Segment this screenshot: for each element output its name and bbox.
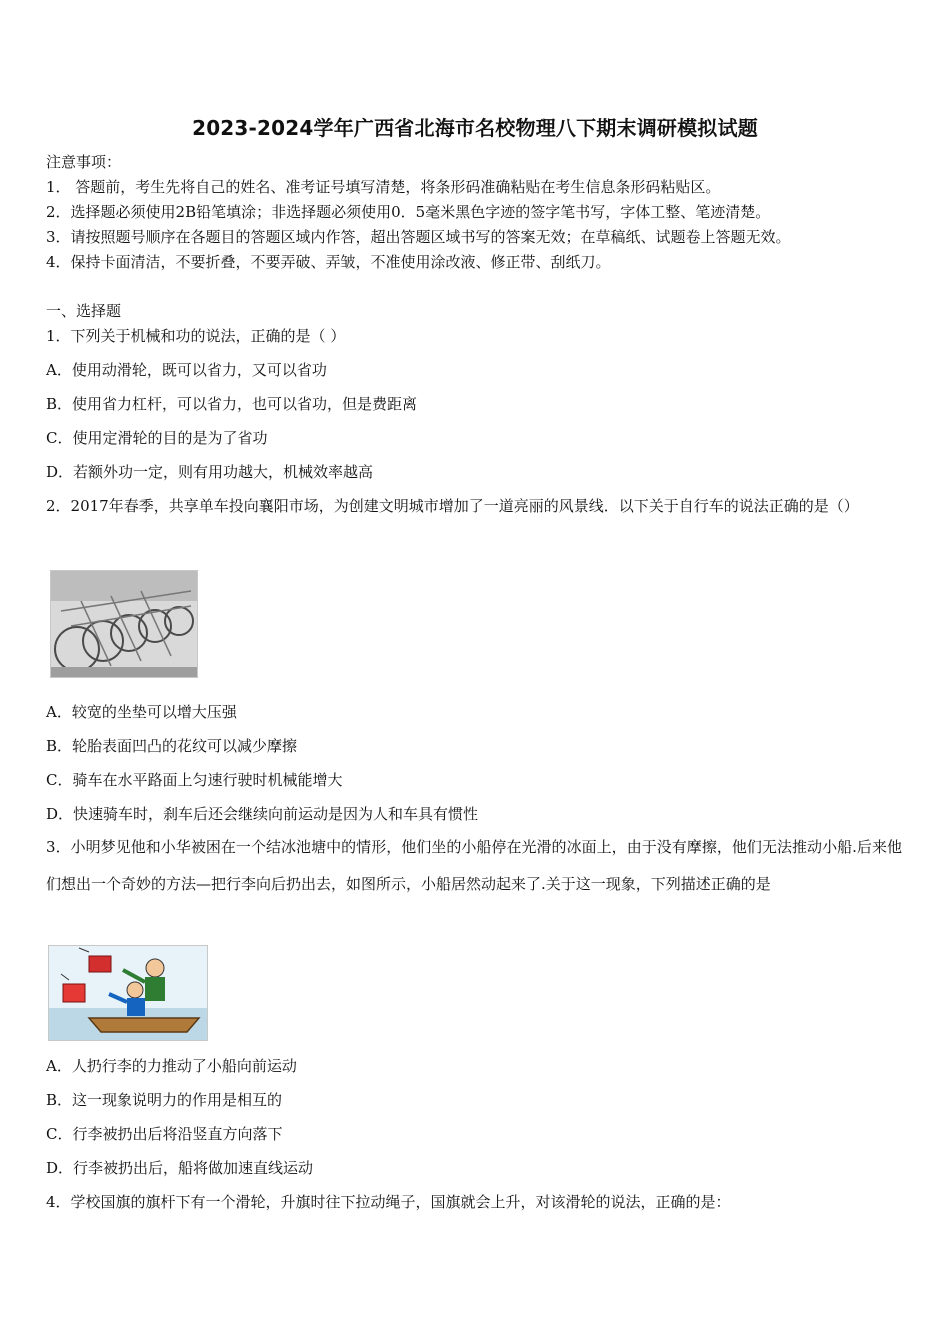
question-2-option-c: C．骑车在水平路面上匀速行驶时机械能增大	[46, 771, 343, 789]
question-1-stem: 1．下列关于机械和功的说法，正确的是（ ）	[46, 327, 346, 345]
bicycles-photo	[50, 570, 198, 678]
question-1-option-b: B．使用省力杠杆，可以省力，也可以省功，但是费距离	[46, 395, 418, 413]
notice-item: 4．保持卡面清洁，不要折叠，不要弄破、弄皱，不准使用涂改液、修正带、刮纸刀。	[46, 253, 611, 271]
question-2-option-d: D．快速骑车时，刹车后还会继续向前运动是因为人和车具有惯性	[46, 805, 479, 823]
question-3-option-c: C．行李被扔出后将沿竖直方向落下	[46, 1125, 283, 1143]
question-2-option-b: B．轮胎表面凹凸的花纹可以减少摩擦	[46, 737, 298, 755]
question-3-option-d: D．行李被扔出后，船将做加速直线运动	[46, 1159, 314, 1177]
bicycles-illustration	[51, 571, 197, 677]
notice-item: 3．请按照题号顺序在各题目的答题区域内作答，超出答题区域书写的答案无效；在草稿纸、试题卷上答题无效。	[46, 228, 791, 246]
section-heading: 一、选择题	[46, 302, 122, 320]
question-4-stem: 4．学校国旗的旗杆下有一个滑轮，升旗时往下拉动绳子，国旗就会上升，对该滑轮的说法，正确的是：	[46, 1193, 731, 1211]
question-2-stem: 2．2017年春季，共享单车投向襄阳市场，为创建文明城市增加了一道亮丽的风景线．以下关于自行车的说法正确的是（）	[46, 497, 859, 515]
notice-item: 1． 答题前，考生先将自己的姓名、准考证号填写清楚，将条形码准确粘贴在考生信息条形码粘贴区。	[46, 178, 721, 196]
question-3-option-a: A．人扔行李的力推动了小船向前运动	[46, 1057, 297, 1075]
question-1-option-c: C．使用定滑轮的目的是为了省功	[46, 429, 268, 447]
page-title: 2023-2024学年广西省北海市名校物理八下期末调研模拟试题	[192, 116, 758, 140]
question-3-option-b: B．这一现象说明力的作用是相互的	[46, 1091, 283, 1109]
question-1-option-a: A．使用动滑轮，既可以省力，又可以省功	[46, 361, 327, 379]
question-3-stem: 3．小明梦见他和小华被困在一个结冰池塘中的情形，他们坐的小船停在光滑的冰面上，由于没有摩擦，他们无法推动小船.后来他们想出一个奇妙的方法—把行李向后扔出去，如图所示，小船居然动起来了.关于这一现象，下列描述正确的是	[46, 838, 902, 893]
question-1-option-d: D．若额外功一定，则有用功越大，机械效率越高	[46, 463, 374, 481]
boat-illustration	[49, 946, 207, 1040]
question-2-option-a: A．较宽的坐垫可以增大压强	[46, 703, 237, 721]
boat-cartoon	[48, 945, 208, 1041]
notice-item: 2．选择题必须使用2B铅笔填涂；非选择题必须使用0．5毫米黑色字迹的签字笔书写，字体工整、笔迹清楚。	[46, 203, 771, 221]
notice-heading: 注意事项：	[46, 153, 122, 171]
